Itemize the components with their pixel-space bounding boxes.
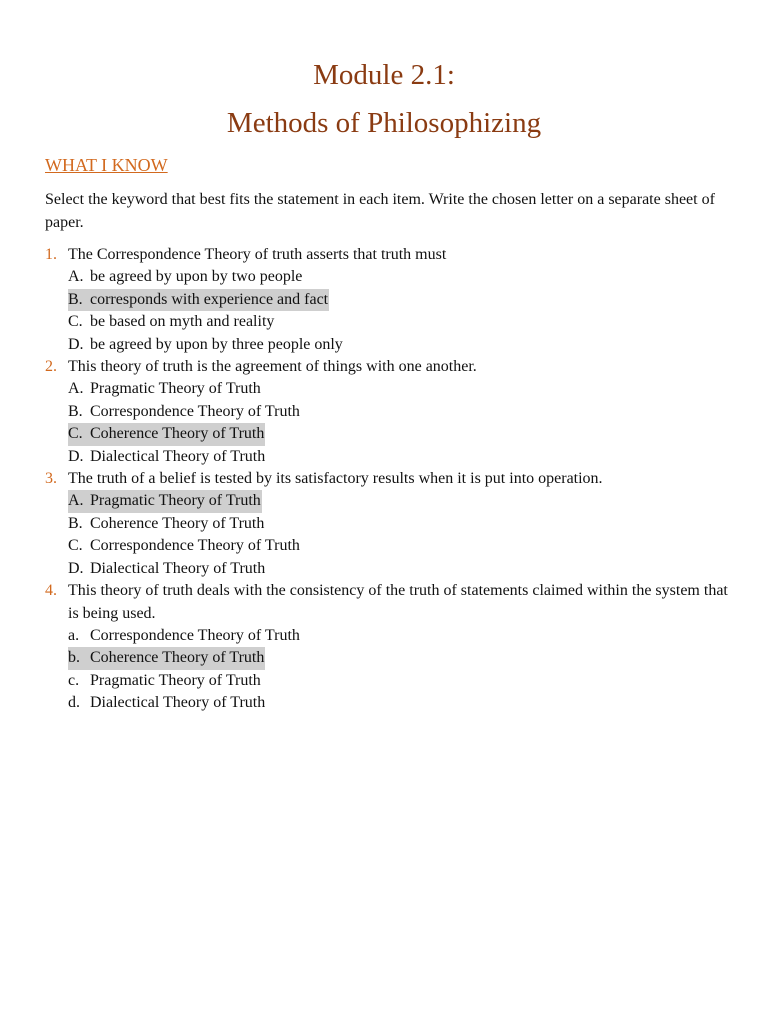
highlighted-answer	[68, 423, 265, 445]
question-number: 4.	[45, 582, 57, 600]
answer-text-wrap	[68, 692, 266, 714]
option-letter: A.	[68, 380, 84, 398]
option-text: Pragmatic Theory of Truth	[90, 380, 261, 398]
answer-text-wrap	[68, 401, 301, 423]
option-letter: B.	[68, 514, 83, 532]
option-text: Correspondence Theory of Truth	[90, 537, 300, 555]
option-list	[68, 266, 730, 356]
option-letter: c.	[68, 671, 80, 689]
answer-text-wrap	[68, 625, 301, 647]
answer-option	[68, 490, 730, 512]
option-letter: D.	[68, 559, 84, 577]
question-item	[45, 468, 730, 580]
answer-option	[68, 266, 730, 288]
answer-text-wrap	[68, 558, 266, 580]
option-letter: A.	[68, 268, 84, 286]
highlighted-answer	[68, 647, 265, 669]
question-item	[45, 356, 730, 468]
option-letter: D.	[68, 335, 84, 353]
answer-option	[68, 378, 730, 400]
option-list	[68, 625, 730, 715]
answer-option	[68, 334, 730, 356]
question-list	[45, 244, 730, 715]
option-letter: d.	[68, 694, 80, 712]
option-letter: C.	[68, 537, 83, 555]
option-text: Dialectical Theory of Truth	[90, 447, 266, 465]
question-text: This theory of truth is the agreement of things with one another.	[68, 358, 477, 376]
answer-text-wrap	[68, 513, 265, 535]
answer-text-wrap	[68, 266, 303, 288]
option-text: be agreed by upon by two people	[90, 268, 303, 286]
module-subtitle: Methods of Philosophizing	[226, 107, 542, 139]
option-text: Correspondence Theory of Truth	[90, 402, 300, 420]
option-text: Dialectical Theory of Truth	[90, 559, 266, 577]
question-item	[45, 580, 730, 714]
answer-option	[68, 289, 730, 311]
answer-text-wrap	[68, 334, 344, 356]
option-text: Dialectical Theory of Truth	[90, 694, 266, 712]
answer-text-wrap	[68, 311, 275, 333]
option-text: corresponds with experience and fact	[90, 290, 329, 308]
option-letter: B.	[68, 290, 83, 308]
highlighted-answer	[68, 490, 262, 512]
answer-option	[68, 692, 730, 714]
answer-option	[68, 535, 730, 557]
question-number: 2.	[45, 358, 57, 376]
answer-option	[68, 311, 730, 333]
answer-option	[68, 401, 730, 423]
option-letter: B.	[68, 402, 83, 420]
option-list	[68, 490, 730, 580]
answer-text-wrap	[68, 446, 266, 468]
question-text: The truth of a belief is tested by its satisfactory results when it is put into operation.	[68, 470, 603, 488]
module-title: Module 2.1:	[313, 59, 455, 91]
option-text: Coherence Theory of Truth	[90, 514, 265, 532]
option-text: Coherence Theory of Truth	[90, 649, 265, 667]
answer-option	[68, 625, 730, 647]
answer-option	[68, 558, 730, 580]
option-text: Correspondence Theory of Truth	[90, 626, 300, 644]
option-text: be agreed by upon by three people only	[90, 335, 343, 353]
section-heading: WHAT I KNOW	[45, 155, 168, 175]
option-letter: b.	[68, 649, 80, 667]
option-text: be based on myth and reality	[90, 313, 275, 331]
answer-option	[68, 670, 730, 692]
option-list	[68, 378, 730, 468]
answer-option	[68, 423, 730, 445]
question-number: 1.	[45, 246, 57, 263]
answer-text-wrap	[68, 670, 262, 692]
answer-option	[68, 513, 730, 535]
option-letter: C.	[68, 425, 83, 443]
question-text: The Correspondence Theory of truth asserts that truth must	[68, 246, 447, 263]
question-number: 3.	[45, 470, 57, 488]
answer-option	[68, 446, 730, 468]
option-text: Pragmatic Theory of Truth	[90, 492, 261, 510]
instructions-text: Select the keyword that best fits the statement in each item. Write the chosen letter on a separate sheet of paper.	[45, 191, 715, 231]
question-item	[45, 244, 730, 356]
option-letter: C.	[68, 313, 83, 331]
option-text: Coherence Theory of Truth	[90, 425, 265, 443]
answer-text-wrap	[68, 378, 262, 400]
option-letter: A.	[68, 492, 84, 510]
option-letter: a.	[68, 626, 80, 644]
answer-text-wrap	[68, 535, 301, 557]
question-text: This theory of truth deals with the consistency of the truth of statements claimed within the system that is being used.	[68, 582, 728, 622]
option-letter: D.	[68, 447, 84, 465]
highlighted-answer	[68, 289, 329, 311]
option-text: Pragmatic Theory of Truth	[90, 671, 261, 689]
answer-option	[68, 647, 730, 669]
